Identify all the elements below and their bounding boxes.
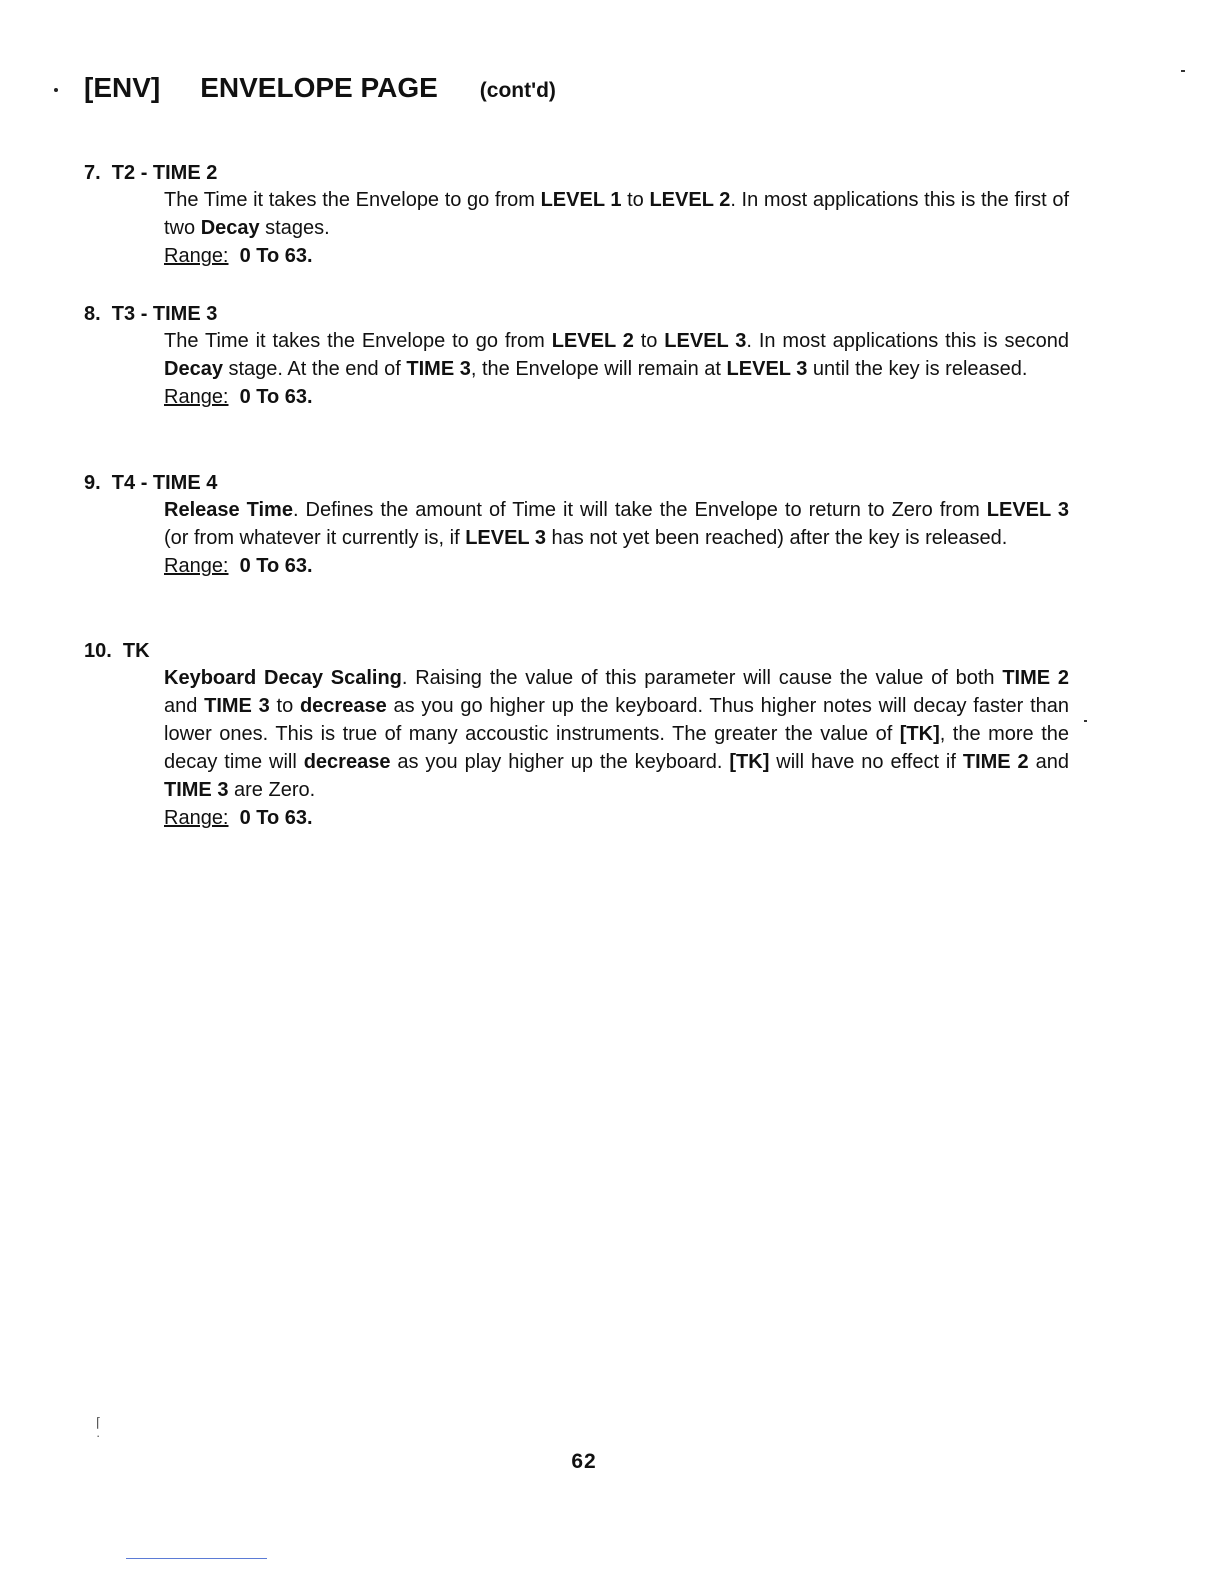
section-heading: 9. T4 - TIME 4 xyxy=(84,472,218,494)
section-body xyxy=(164,186,1069,270)
description-text: stages. xyxy=(259,217,330,239)
parameter-section-tk xyxy=(84,638,1074,832)
emphasized-term: Keyboard Decay Scaling xyxy=(164,667,402,689)
range-line xyxy=(164,804,1069,832)
emphasized-term: TIME 2 xyxy=(962,751,1029,773)
description-text: to xyxy=(633,330,665,352)
description-text: and xyxy=(1028,751,1069,773)
range-label: Range: xyxy=(164,245,229,267)
description-text: . Defines the amount of Time it will take the Envelope to return to Zero from xyxy=(292,499,987,521)
emphasized-term: LEVEL 3 xyxy=(726,358,808,380)
emphasized-term: [TK] xyxy=(729,751,770,773)
page-title: ENVELOPE PAGE xyxy=(200,72,438,103)
section-body xyxy=(164,327,1069,411)
range-label: Range: xyxy=(164,807,229,829)
range-value: 0 To 63. xyxy=(239,555,313,577)
section-description xyxy=(164,664,1069,804)
section-description xyxy=(164,327,1069,383)
emphasized-term: LEVEL 2 xyxy=(551,330,634,352)
page-header xyxy=(84,72,556,104)
parameter-section-t4 xyxy=(84,470,1074,580)
page-number: 62 xyxy=(571,1450,597,1473)
emphasized-term: decrease xyxy=(299,695,387,717)
description-text: until the key is released. xyxy=(807,358,1028,380)
continued-label: (cont'd) xyxy=(479,79,556,102)
description-text: to xyxy=(269,695,300,717)
section-body xyxy=(164,664,1069,832)
margin-speck xyxy=(1084,720,1087,722)
description-text: (or from whatever it currently is, if xyxy=(164,527,466,549)
description-text: The Time it takes the Envelope to go from xyxy=(164,330,552,352)
description-text: The Time it takes the Envelope to go from xyxy=(164,189,541,211)
section-heading: 8. T3 - TIME 3 xyxy=(84,303,218,325)
range-line xyxy=(164,383,1069,411)
section-description xyxy=(164,496,1069,552)
description-text: stage. At the end of xyxy=(222,358,407,380)
parameter-section-t2 xyxy=(84,160,1074,270)
description-text: are Zero. xyxy=(228,779,316,801)
description-text: and xyxy=(164,695,205,717)
description-text: , the more the decay time will xyxy=(164,723,1069,773)
description-text: . In most applications this is second xyxy=(746,330,1069,352)
emphasized-term: Release Time xyxy=(164,499,293,521)
emphasized-term: LEVEL 3 xyxy=(465,527,546,549)
emphasized-term: LEVEL 3 xyxy=(664,330,747,352)
emphasized-term: [TK] xyxy=(899,723,940,745)
emphasized-term: LEVEL 3 xyxy=(986,499,1070,521)
emphasized-term: TIME 3 xyxy=(204,695,270,717)
emphasized-term: TIME 2 xyxy=(1002,667,1069,689)
section-heading: 7. T2 - TIME 2 xyxy=(84,162,218,184)
range-label: Range: xyxy=(164,555,229,577)
description-text: will have no effect if xyxy=(769,751,963,773)
description-text: to xyxy=(621,189,650,211)
range-line xyxy=(164,242,1069,270)
margin-mark: ⌈ · xyxy=(96,1415,102,1443)
emphasized-term: Decay xyxy=(200,217,260,239)
parameter-section-t3 xyxy=(84,301,1074,411)
corner-mark xyxy=(1181,70,1185,72)
emphasized-term: TIME 3 xyxy=(164,779,229,801)
range-label: Range: xyxy=(164,386,229,408)
description-text: as you go higher up the keyboard. Thus higher notes will decay faster than lower ones. This is true of many accoustic instruments. The greater the value of xyxy=(164,695,1070,745)
section-body xyxy=(164,496,1069,580)
description-text: . Raising the value of this parameter will cause the value of both xyxy=(401,667,1003,689)
emphasized-term: LEVEL 2 xyxy=(649,189,731,211)
bullet-dot xyxy=(54,88,58,92)
description-text: , the Envelope will remain at xyxy=(470,358,727,380)
range-value: 0 To 63. xyxy=(239,807,313,829)
emphasized-term: Decay xyxy=(164,358,223,380)
emphasized-term: LEVEL 1 xyxy=(540,189,622,211)
description-text: as you play higher up the keyboard. xyxy=(390,751,730,773)
description-text: . In most applications this is the first of two xyxy=(164,189,1069,239)
range-value: 0 To 63. xyxy=(239,386,313,408)
range-value: 0 To 63. xyxy=(239,245,313,267)
description-text: has not yet been reached) after the key is released. xyxy=(545,527,1008,549)
section-heading: 10. TK xyxy=(84,640,150,662)
emphasized-term: TIME 3 xyxy=(406,358,471,380)
section-description xyxy=(164,186,1069,242)
emphasized-term: decrease xyxy=(303,751,391,773)
bottom-rule xyxy=(126,1558,267,1559)
section-code: [ENV] xyxy=(84,72,161,103)
range-line xyxy=(164,552,1069,580)
